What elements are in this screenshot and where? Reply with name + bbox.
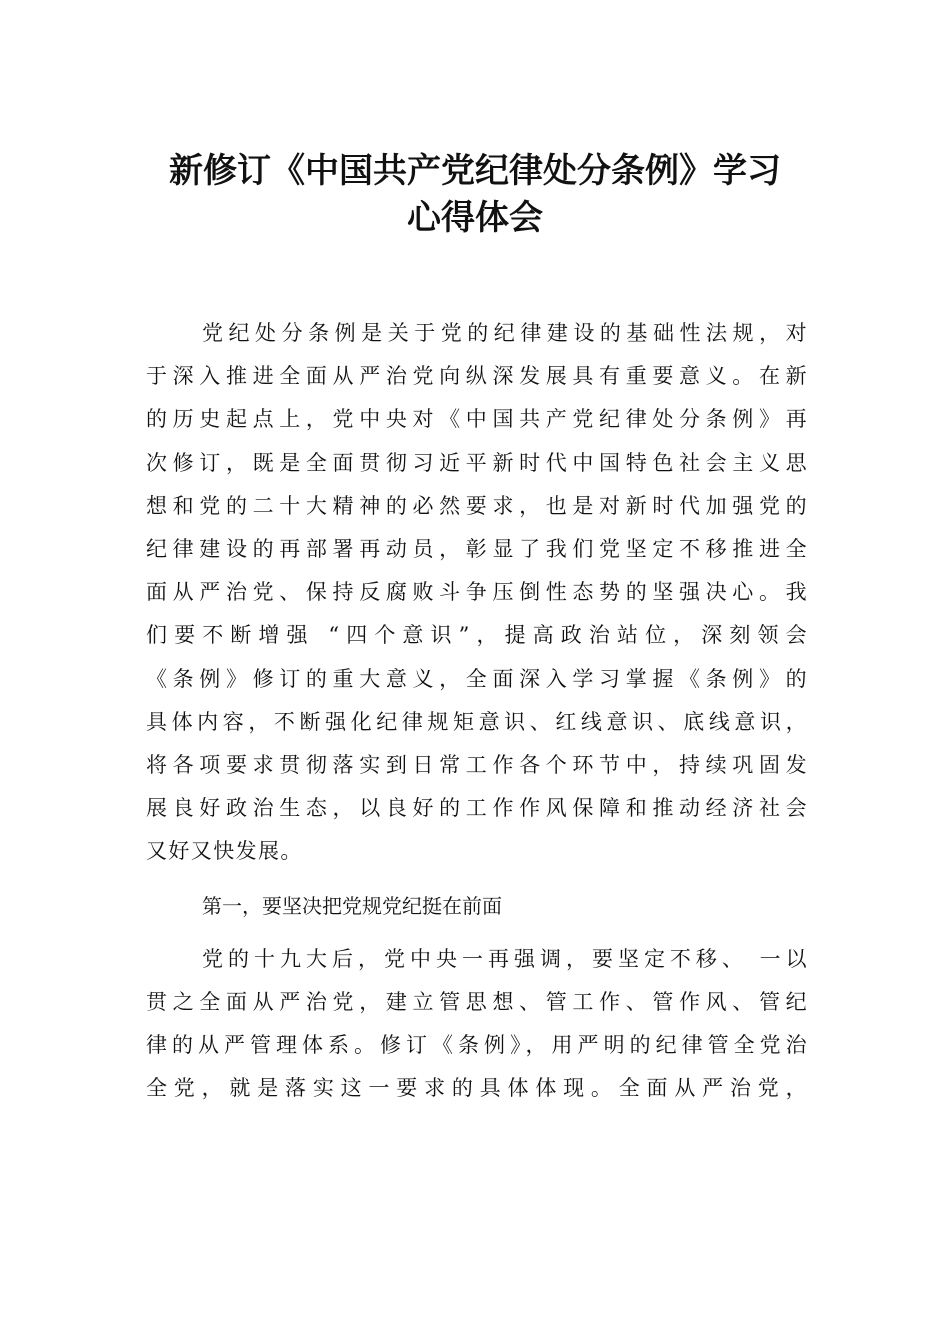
paragraph-line: 全党，就是落实这一要求的具体体现。全面从严治党， (146, 1076, 808, 1101)
paragraph-line: 党纪处分条例是关于党的纪律建设的基础性法规，对 (202, 321, 808, 345)
section-heading: 第一，要坚决把党规党纪挺在前面 (202, 893, 502, 918)
paragraph-line: 面从严治党、保持反腐败斗争压倒性态势的坚强决心。我 (146, 580, 808, 605)
document-title (100, 148, 850, 242)
title-line-1: 新修订《中国共产党纪律处分条例》学习 (169, 151, 781, 191)
paragraph-line: 将各项要求贯彻落实到日常工作各个环节中，持续巩固发 (146, 753, 808, 778)
paragraph-line: 于深入推进全面从严治党向纵深发展具有重要意义。在新 (146, 364, 808, 389)
paragraph-line: 贯之全面从严治党，建立管思想、管工作、管作风、管纪 (146, 989, 808, 1014)
paragraph-line: 纪律建设的再部署再动员，彰显了我们党坚定不移推进全 (146, 537, 808, 562)
paragraph-line: 具体内容，不断强化纪律规矩意识、红线意识、底线意识， (146, 709, 808, 734)
paragraph-line: 想和党的二十大精神的必然要求，也是对新时代加强党的 (146, 493, 808, 518)
paragraph-line: 展良好政治生态，以良好的工作作风保障和推动经济社会 (146, 796, 808, 821)
paragraph-line: 次修订，既是全面贯彻习近平新时代中国特色社会主义思 (146, 450, 808, 475)
paragraph-2 (146, 938, 808, 1111)
paragraph-line: 党的十九大后，党中央一再强调，要坚定不移、 一以 (202, 946, 808, 971)
title-line-2: 心得体会 (407, 198, 543, 238)
document-body (146, 312, 808, 1110)
paragraph-1 (146, 312, 808, 874)
paragraph-line: 《条例》修订的重大意义，全面深入学习掌握《条例》的 (146, 666, 808, 691)
paragraph-line: 的历史起点上，党中央对《中国共产党纪律处分条例》再 (146, 407, 808, 432)
paragraph-line: 律的从严管理体系。修订《条例》，用严明的纪律管全党治 (146, 1033, 808, 1058)
paragraph-line: 们要不断增强 “四个意识”，提高政治站位，深刻领会 (146, 623, 808, 648)
paragraph-line: 又好又快发展。 (146, 839, 303, 864)
